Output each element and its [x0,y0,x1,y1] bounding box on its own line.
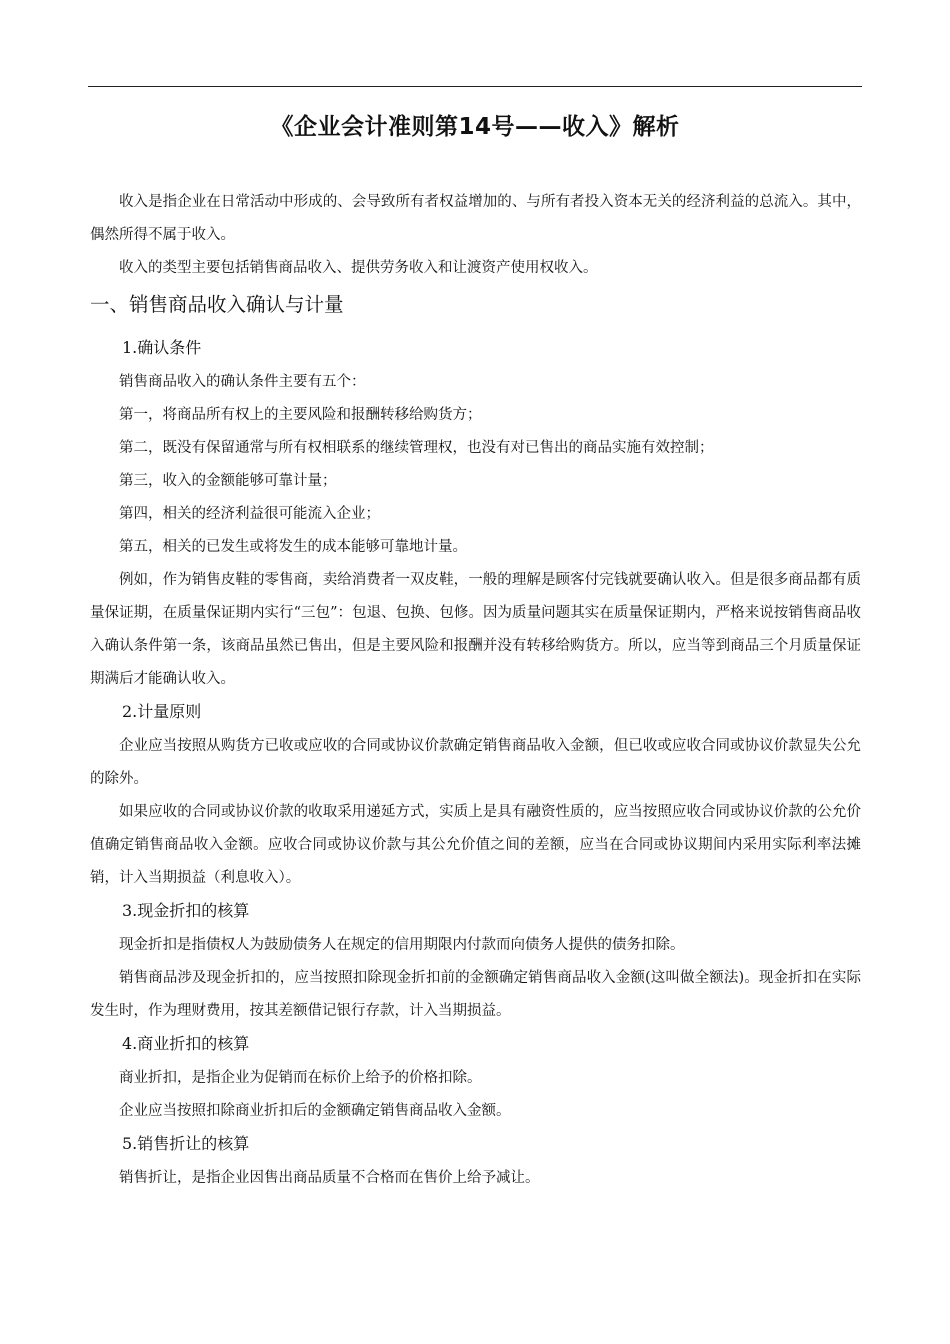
body-paragraph: 如果应收的合同或协议价款的收取采用递延方式，实质上是具有融资性质的，应当按照应收合同或协议价款的公允价值确定销售商品收入金额。应收合同或协议价款与其公允价值之间的差额，应当在合同或协议期间内采用实际利率法摊销，计入当期损益（利息收入）。 [90,804,861,886]
subsection-heading: 3.现金折扣的核算 [122,901,250,920]
body-paragraph: 企业应当按照扣除商业折扣后的金额确定销售商品收入金额。 [119,1103,511,1119]
body-paragraph: 现金折扣是指债权人为鼓励债务人在规定的信用期限内付款而向债务人提供的债务扣除。 [119,937,685,953]
body-paragraph: 企业应当按照从购货方已收或应收的合同或协议价款确定销售商品收入金额，但已收或应收合同或协议价款显失公允的除外。 [90,738,861,787]
intro-paragraph: 收入的类型主要包括销售商品收入、提供劳务收入和让渡资产使用权收入。 [119,260,598,276]
intro-paragraph: 收入是指企业在日常活动中形成的、会导致所有者权益增加的、与所有者投入资本无关的经济利益的总流入。其中，偶然所得不属于收入。 [90,194,861,243]
body-paragraph: 第五，相关的已发生或将发生的成本能够可靠地计量。 [119,539,467,555]
header-rule [88,86,862,87]
body-paragraph: 第四，相关的经济利益很可能流入企业； [119,506,380,522]
body-paragraph: 销售折让，是指企业因售出商品质量不合格而在售价上给予减让。 [119,1170,540,1186]
subsection-heading: 2.计量原则 [122,702,202,721]
document-body [90,186,861,1195]
subsection-heading: 5.销售折让的核算 [122,1134,250,1153]
subsection-heading: 4.商业折扣的核算 [122,1034,250,1053]
document-title: 《企业会计准则第14号——收入》解析 [270,114,680,140]
body-paragraph: 销售商品收入的确认条件主要有五个： [119,374,366,390]
body-paragraph: 销售商品涉及现金折扣的，应当按照扣除现金折扣前的金额确定销售商品收入金额(这叫做全额法)。现金折扣在实际发生时，作为理财费用，按其差额借记银行存款，计入当期损益。 [90,970,861,1019]
body-paragraph: 第二，既没有保留通常与所有权相联系的继续管理权，也没有对已售出的商品实施有效控制； [119,440,714,456]
section-heading: 一、销售商品收入确认与计量 [90,293,344,316]
body-paragraph: 例如，作为销售皮鞋的零售商，卖给消费者一双皮鞋，一般的理解是顾客付完钱就要确认收入。但是很多商品都有质量保证期，在质量保证期内实行“三包”：包退、包换、包修。因为质量问题其实在质量保证期内，严格来说按销售商品收入确认条件第一条，该商品虽然已售出，但是主要风险和报酬并没有转移给购货方。所以，应当等到商品三个月质量保证期满后才能确认收入。 [90,572,861,687]
subsection-heading: 1.确认条件 [122,338,202,357]
body-paragraph: 第三，收入的金额能够可靠计量； [119,473,337,489]
body-paragraph: 第一，将商品所有权上的主要风险和报酬转移给购货方； [119,407,482,423]
body-paragraph: 商业折扣，是指企业为促销而在标价上给予的价格扣除。 [119,1070,482,1086]
